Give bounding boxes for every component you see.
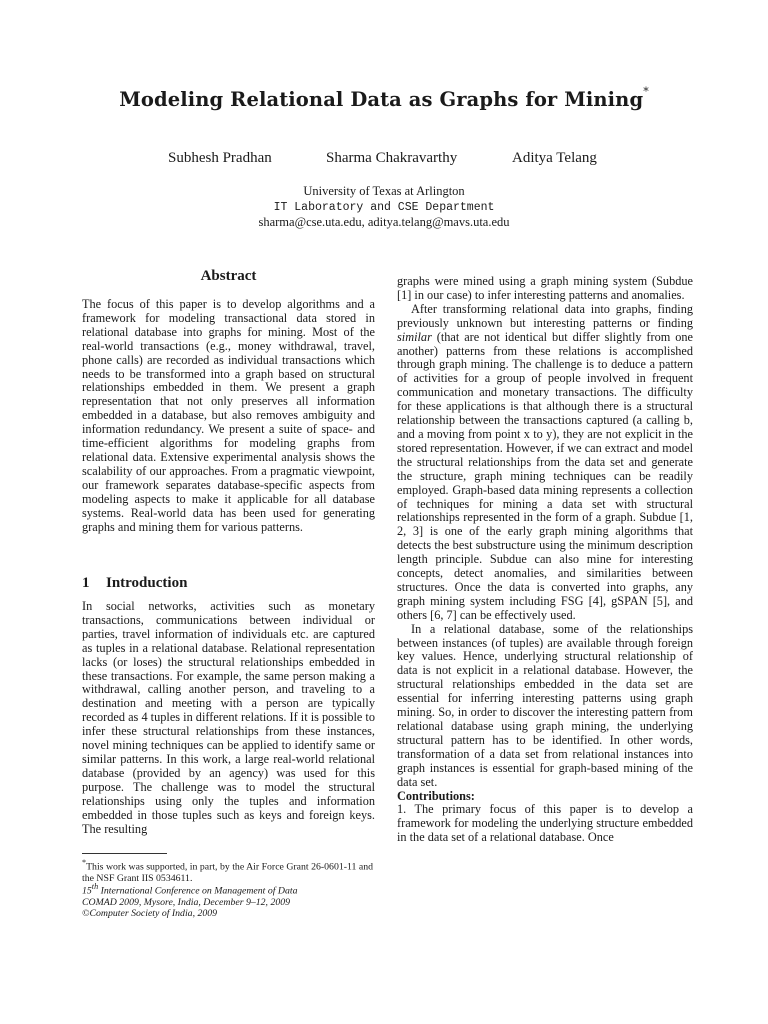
footnote-rule — [82, 853, 167, 854]
affiliation: University of Texas at Arlington — [303, 184, 465, 198]
contributions-heading: Contributions: — [397, 788, 475, 803]
introduction-text: In social networks, activities such as monetary transactions, communications between individual or parties, travel information of individuals etc. are captured as tuples in a relational database. Relational representation lacks (or loses) the structural relationships embedded in these transactions. For example, the same person making a withdrawal, calling another person, and traveling to a destination and meeting with a person are typically recorded as 4 tuples in different relations. If it is possible to infer these structural relationships from these instances, novel mining techniques can be applied to identify same or similar patterns. In this work, a large real-world relational database (provided by an agency) was used for this purpose. The challenge was to model the structural relationships using only the tuples and information embedded in those tuples such as keys and foreign keys. The resulting — [82, 599, 375, 836]
section-title: Introduction — [106, 575, 188, 591]
right-column — [397, 275, 693, 845]
title-text: Modeling Relational Data as Graphs for Mining — [119, 88, 644, 111]
conference-line-3 — [82, 908, 375, 920]
conference-ordinal: 15 — [82, 885, 92, 897]
title-footnote-mark: * — [643, 85, 649, 98]
abstract-text: The focus of this paper is to develop algorithms and a framework for modeling transactional data stored in relational database into graphs for mining. Most of the real-world transactions (e.g., money withdrawal, travel, phone calls) are recorded as individual transactions which needs to be transformed into a graph based on structural relationships embedded in them. We present a graph representation that not only preserves all information embedded in a database, but also removes ambiguity and information redundancy. We present a suite of space- and time-efficient algorithms for modeling graphs from relational data. Extensive experimental analysis shows the scalability of our approaches. From a pragmatic viewpoint, our framework separates database-specific aspects from modeling aspects to make it applicable for all database systems. Real-world data has been used for generating graphs and mining them for various patterns. — [82, 297, 375, 534]
paragraph: graphs were mined using a graph mining system (Subdue [1] in our case) to infer interesting patterns and anomalies. — [397, 274, 693, 302]
conference-info — [82, 881, 375, 920]
copyright-holder: Computer Society of India, 2009 — [89, 908, 218, 920]
author-list — [0, 150, 768, 172]
paragraph: In a relational database, some of the relationships between instances (of tuples) are available through foreign key values. Hence, underlying structural relationship of data is not explicit in a relational database. However, the structural relationships embedded in the data set are essential for inferring interesting patterns using graph mining. So, in order to discover the interesting pattern from relational database using graph mining, the underlying structural pattern has to be identified. In other words, transformation of a data set from relational instances into graph instances is essential for graph-based mining of the data set. — [397, 621, 693, 789]
emphasis: similar — [397, 329, 432, 344]
author-name: Sharma Chakravarthy — [326, 150, 458, 166]
department: IT Laboratory and CSE Department — [273, 201, 495, 214]
paper-title — [0, 85, 768, 111]
abstract-heading: Abstract — [200, 268, 257, 284]
paragraph: 1. The primary focus of this paper is to develop a framework for modeling the underlying structure embedded in the data set of a relational database. Once — [397, 802, 693, 845]
paragraph-text: (that are not identical but differ slightly from one another) patterns from these relations is accomplished through graph mining. The challenge is to deduce a pattern of activities for a group of people involved in frequent communication and monetary transactions. The difficulty for these applications is that although there is a structural relationship between the transactions captured (a calling b, and a moving from point x to y), they are not explicit in the stored representation. However, if we can extract and model the structural relationships from the data set and generate the structure, graph mining techniques can be readily employed. Graph-based data mining represents a collection of techniques for mining a data set with structural relationships represented in the form of a graph. Subdue [1, 2, 3] is one of the early graph mining algorithms that detects the best substructure using the minimum description length principle. Subdue can also mine for interesting concepts, detect anomalies, and similarities between structures. Once the data is converted into graphs, any graph mining system including FSG [4], gSPAN [5], and others [6, 7] can be effectively used. — [397, 329, 693, 622]
footnote-mark: * — [82, 858, 87, 867]
conference-name: International Conference on Management of Data — [98, 885, 298, 897]
conference-line-2: COMAD 2009, Mysore, India, December 9–12, 2009 — [82, 896, 291, 908]
section-heading-introduction — [82, 575, 187, 592]
section-number: 1 — [82, 575, 90, 591]
author-emails: sharma@cse.uta.edu, aditya.telang@mavs.uta.edu — [258, 215, 510, 229]
paragraph-text: After transforming relational data into graphs, finding previously unknown but interesting patterns or finding — [397, 301, 693, 330]
conference-line-1 — [82, 881, 375, 897]
paragraph — [397, 303, 693, 623]
author-name: Aditya Telang — [512, 150, 597, 166]
conference-ordinal-suffix: th — [91, 882, 99, 891]
author-name: Subhesh Pradhan — [168, 150, 272, 166]
footnote-text: This work was supported, in part, by the Air Force Grant 26-0601-11 and the NSF Grant IIS 0534611. — [82, 861, 374, 884]
copyright-symbol: © — [82, 908, 90, 920]
